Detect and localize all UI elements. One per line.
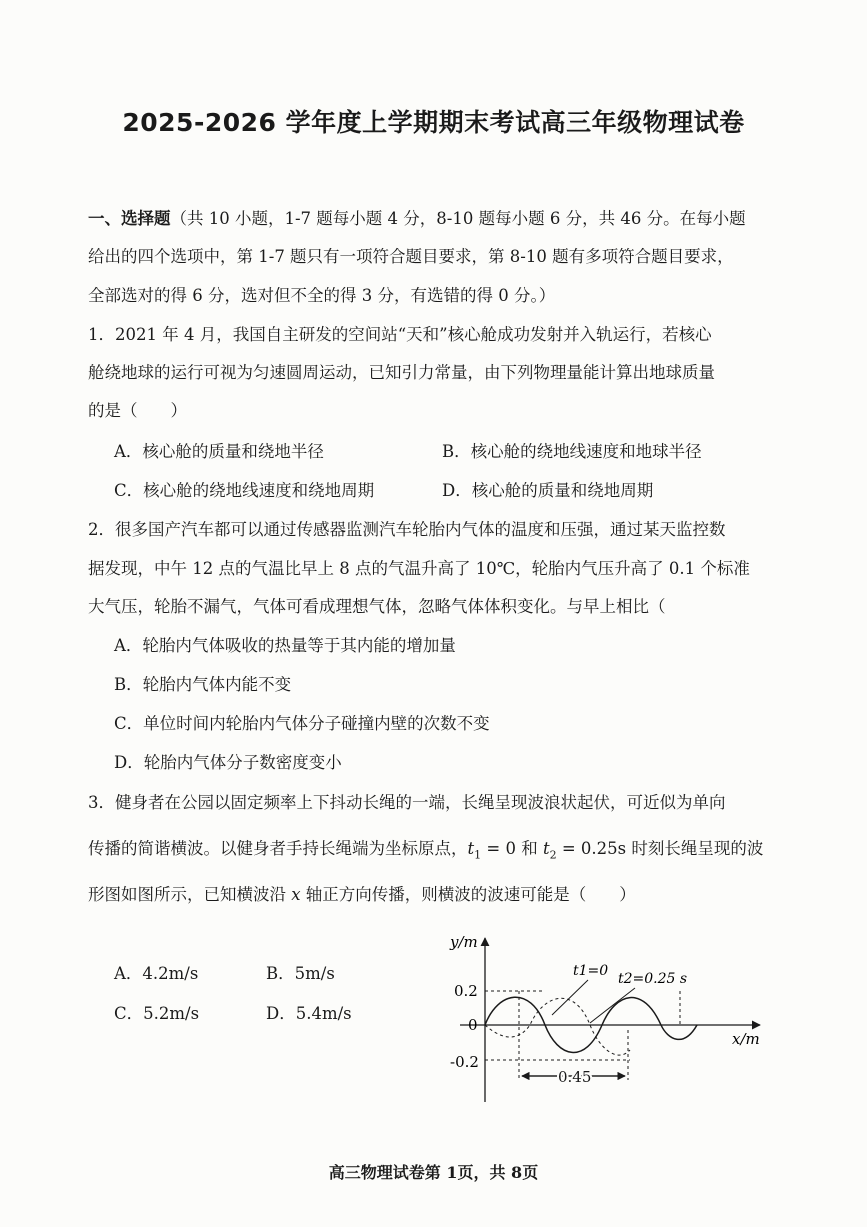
q1-line-1: 1．2021 年 4 月，我国自主研发的空间站“天和”核心舱成功发射并入轨运行，若核心 [88,325,712,344]
t1-curve-label: t1=0 [573,963,609,979]
distance-label: 0.45 [558,1068,592,1086]
t2-leader-line [590,988,635,1023]
q2-option-c: C．单位时间内轮胎内气体分子碰撞内壁的次数不变 [114,714,490,733]
q2-line-1: 2．很多国产汽车都可以通过传感器监测汽车轮胎内气体的温度和压强，通过某天监控数 [88,520,726,539]
section1-heading: 一、选择题 [88,209,171,228]
y-tick-pos: 0.2 [454,982,478,1000]
q3-option-a: A．4.2m/s [114,964,199,983]
t1-symbol: t [467,839,475,858]
t1-value: = 0 和 [481,839,543,858]
x-variable: x [291,885,301,904]
y-axis-label: y/m [450,933,478,951]
q1-line-2: 舱绕地球的运行可视为匀速圆周运动，已知引力常量，由下列物理量能计算出地球质量 [88,363,715,382]
y-tick-zero: 0 [468,1016,478,1034]
q3-line-3 [88,884,636,906]
q3-line-3b: 轴正方向传播，则横波的波速可能是（ ） [300,885,636,904]
q3-option-b: B．5m/s [266,964,335,983]
x-axis-label: x/m [732,1030,760,1048]
q3-line-3a: 形图如图所示，已知横波沿 [88,885,292,904]
q2-line-3: 大气压，轮胎不漏气，气体可看成理想气体，忽略气体体积变化。与早上相比（ [88,597,666,616]
q3-option-c: C．5.2m/s [114,1004,200,1023]
q3-line-2-text: 传播的简谐横波。以健身者手持长绳端为坐标原点， [88,839,468,858]
y-tick-neg: -0.2 [450,1053,479,1071]
section1-instr-2: 给出的四个选项中，第 1-7 题只有一项符合题目要求，第 8-10 题有多项符合题目要求， [88,247,734,266]
t1-leader-line [552,980,588,1015]
q1-option-a: A．核心舱的质量和绕地半径 [114,442,324,461]
q2-option-a: A．轮胎内气体吸收的热量等于其内能的增加量 [114,636,456,655]
q1-option-c: C．核心舱的绕地线速度和绕地周期 [114,481,375,500]
q2-option-b: B．轮胎内气体内能不变 [114,675,292,694]
section1-line-1 [88,208,746,230]
q1-option-b: B．核心舱的绕地线速度和地球半径 [442,442,702,461]
q2-line-2: 据发现，中午 12 点的气温比早上 8 点的气温升高了 10℃，轮胎内气压升高了 0.1 个标准 [88,559,750,578]
t2-symbol: t [542,839,550,858]
t2-curve-label: t2=0.25 s [618,971,688,987]
t2-subscript: 2 [549,848,557,862]
section1-instr-3: 全部选对的得 6 分，选对但不全的得 3 分，有选错的得 0 分。） [88,286,556,305]
q2-option-d: D．轮胎内气体分子数密度变小 [114,753,342,772]
page-footer: 高三物理试卷第 1页，共 8页 [328,1163,539,1182]
exam-title: 2025-2026 学年度上学期期末考试高三年级物理试卷 [122,108,745,137]
q1-line-3: 的是（ ） [88,401,187,420]
t1-subscript: 1 [474,848,482,862]
q3-line-2 [88,838,763,866]
t2-value: = 0.25s 时刻长绳呈现的波 [556,839,764,858]
wave-t2-curve [485,998,630,1055]
section1-instr-1: （共 10 小题，1-7 题每小题 4 分，8-10 题每小题 6 分，共 46 分。在每小题 [170,209,746,228]
q3-option-d: D．5.4m/s [266,1004,352,1023]
q3-line-1: 3．健身者在公园以固定频率上下抖动长绳的一端，长绳呈现波浪状起伏，可近似为单向 [88,793,726,812]
wave-figure [440,930,770,1110]
q1-option-d: D．核心舱的质量和绕地周期 [442,481,654,500]
